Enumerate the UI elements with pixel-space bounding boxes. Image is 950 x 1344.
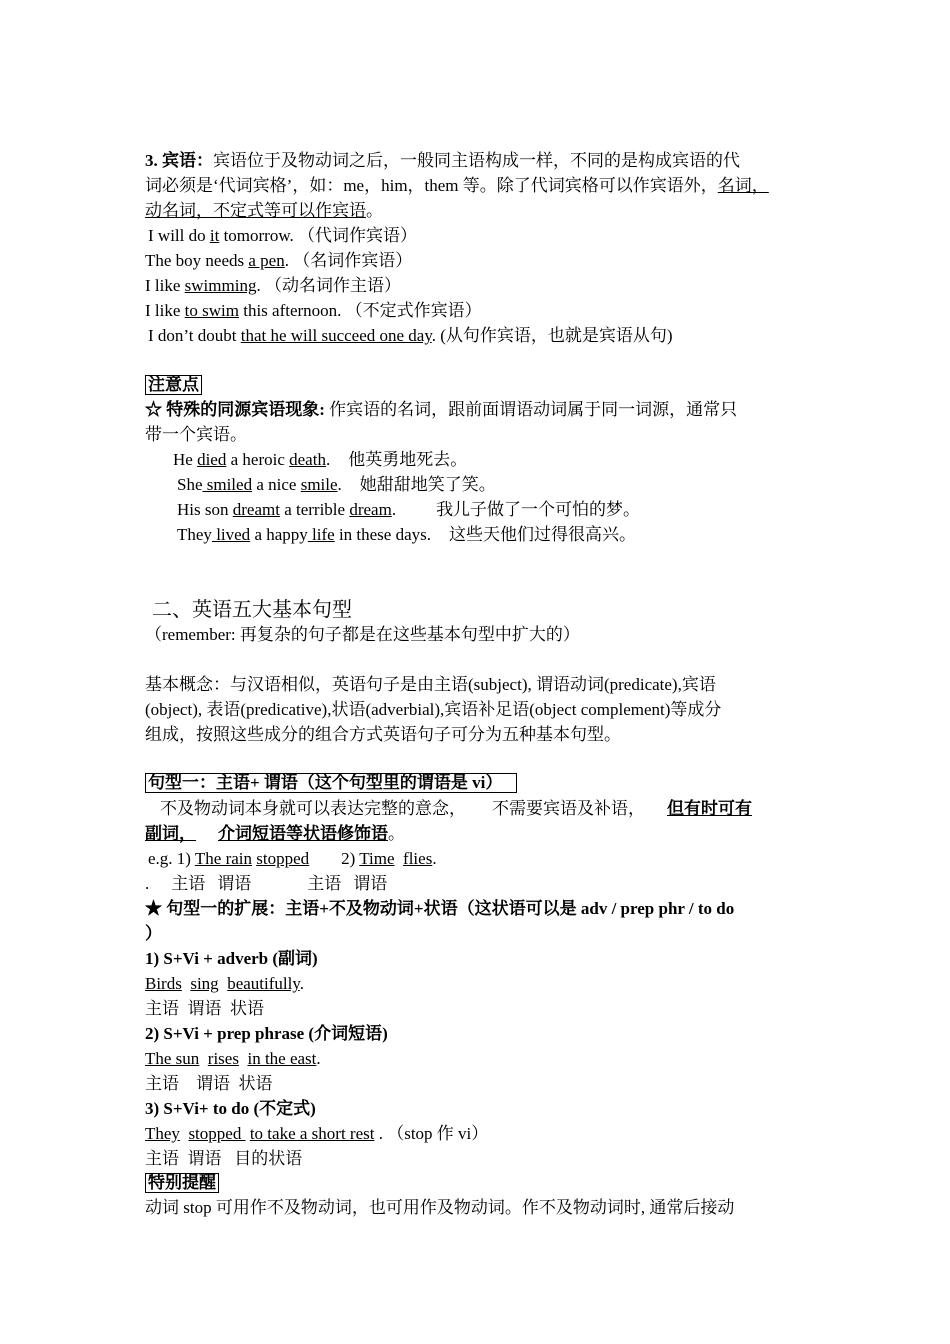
- section-subtitle: （remember: 再复杂的句子都是在这些基本句型中扩大的）: [145, 625, 580, 644]
- cognate-object-line2: 带一个宾语。: [145, 425, 247, 444]
- pattern1-example: e.g. 1) The rain stopped 2) Time flies.: [148, 849, 437, 868]
- subpattern-title: 1) S+Vi + adverb (副词): [145, 949, 318, 968]
- object-heading: 3. 宾语：: [145, 151, 213, 170]
- subpattern-example: The sun rises in the east.: [145, 1049, 321, 1068]
- subpattern-labels: 主语 谓语 状语: [145, 1074, 273, 1093]
- cognate-example: He died a heroic death. 他英勇地死去。: [173, 450, 468, 469]
- subpattern-example: Birds sing beautifully.: [145, 974, 304, 993]
- subpattern-labels: 主语 谓语 状语: [145, 999, 264, 1018]
- special-reminder-heading: 特别提醒: [145, 1172, 219, 1194]
- object-para-line2: 词必须是‘代词宾格’，如：me，him，them 等。除了代词宾格可以作宾语外，名词，: [145, 176, 769, 195]
- subpattern-title: 2) S+Vi + prep phrase (介词短语): [145, 1024, 388, 1043]
- cognate-example: His son dreamt a terrible dream. 我儿子做了一个可怕的梦。: [177, 500, 641, 519]
- concept-line2: (object), 表语(predicative),状语(adverbial),宾语补足语(object complement)等成分: [145, 700, 722, 719]
- pattern1-desc-line2: 副词， 介词短语等状语修饰语。: [145, 824, 405, 843]
- pattern1-extension-line1: ★ 句型一的扩展：主语+不及物动词+状语（这状语可以是 adv / prep phr / to do: [145, 899, 735, 918]
- cognate-example: They lived a happy life in these days. 这些天他们过得很高兴。: [177, 525, 637, 544]
- object-para-line1: 3. 宾语：宾语位于及物动词之后，一般同主语构成一样，不同的是构成宾语的代: [145, 151, 740, 170]
- concept-line3: 组成，按照这些成分的组合方式英语句子可分为五种基本句型。: [145, 725, 621, 744]
- cognate-object-line1: ☆ 特殊的同源宾语现象: 作宾语的名词，跟前面谓语动词属于同一词源，通常只: [145, 400, 738, 419]
- example-sentence: I will do it tomorrow. （代词作宾语）: [148, 226, 418, 245]
- cognate-example: She smiled a nice smile. 她甜甜地笑了笑。: [177, 475, 496, 494]
- section-title: 二、英语五大基本句型: [152, 599, 352, 621]
- example-sentence: I like swimming. （动名词作主语）: [145, 276, 401, 295]
- subpattern-title: 3) S+Vi+ to do (不定式): [145, 1099, 316, 1118]
- example-sentence: I like to swim this afternoon. （不定式作宾语）: [145, 301, 482, 320]
- pattern1-example-labels: . 主语 谓语 主语 谓语: [145, 874, 388, 893]
- special-reminder-text: 动词 stop 可用作不及物动词，也可用作及物动词。作不及物动词时, 通常后接动: [145, 1198, 735, 1217]
- pattern1-heading: 句型一：主语+ 谓语（这个句型里的谓语是 vi）: [145, 772, 517, 794]
- object-para-line3: 动名词，不定式等可以作宾语。: [145, 201, 383, 220]
- notice-heading: 注意点: [145, 374, 202, 396]
- pattern1-extension-line2: ）: [145, 924, 162, 943]
- subpattern-example: They stopped to take a short rest . （stop 作 vi）: [145, 1124, 489, 1143]
- concept-line1: 基本概念：与汉语相似，英语句子是由主语(subject), 谓语动词(predicate),宾语: [145, 675, 716, 694]
- subpattern-labels: 主语 谓语 目的状语: [145, 1149, 303, 1168]
- pattern1-desc-line1: 不及物动词本身就可以表达完整的意念， 不需要宾语及补语， 但有时可有: [160, 799, 752, 818]
- example-sentence: I don’t doubt that he will succeed one day. (从句作宾语，也就是宾语从句): [148, 326, 673, 345]
- example-sentence: The boy needs a pen. （名词作宾语）: [145, 251, 413, 270]
